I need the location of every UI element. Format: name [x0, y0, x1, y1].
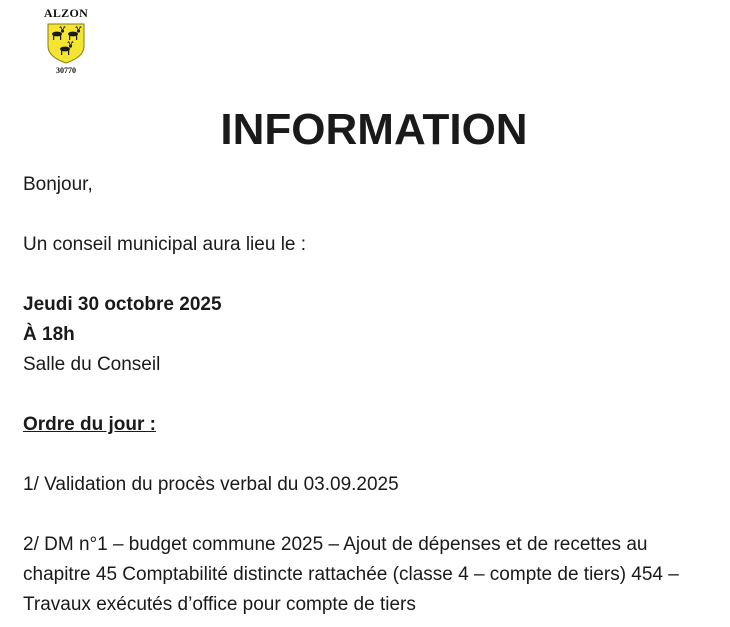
agenda-heading: Ordre du jour : [23, 414, 156, 435]
agenda-item: 2/ DM n°1 – budget commune 2025 – Ajout de dépenses et de recettes au chapitre 45 Comptabilité distincte rattachée (classe 4 – compte de tiers) 454 – Travaux exécutés d’office pour compte de tiers [23, 534, 679, 615]
town-logo [38, 6, 94, 76]
logo-postal-code: 30770 [56, 66, 76, 75]
meeting-location: Salle du Conseil [23, 354, 161, 375]
greeting-text: Bonjour, [23, 174, 93, 195]
page-title: INFORMATION [220, 105, 528, 154]
meeting-date: Jeudi 30 octobre 2025 [23, 294, 222, 315]
meeting-time: À 18h [23, 324, 75, 345]
coat-of-arms-icon [46, 22, 86, 64]
logo-town-name: ALZON [43, 6, 89, 20]
intro-text: Un conseil municipal aura lieu le : [23, 234, 307, 255]
agenda-item: 1/ Validation du procès verbal du 03.09.2025 [23, 474, 399, 495]
document-body [23, 170, 713, 620]
